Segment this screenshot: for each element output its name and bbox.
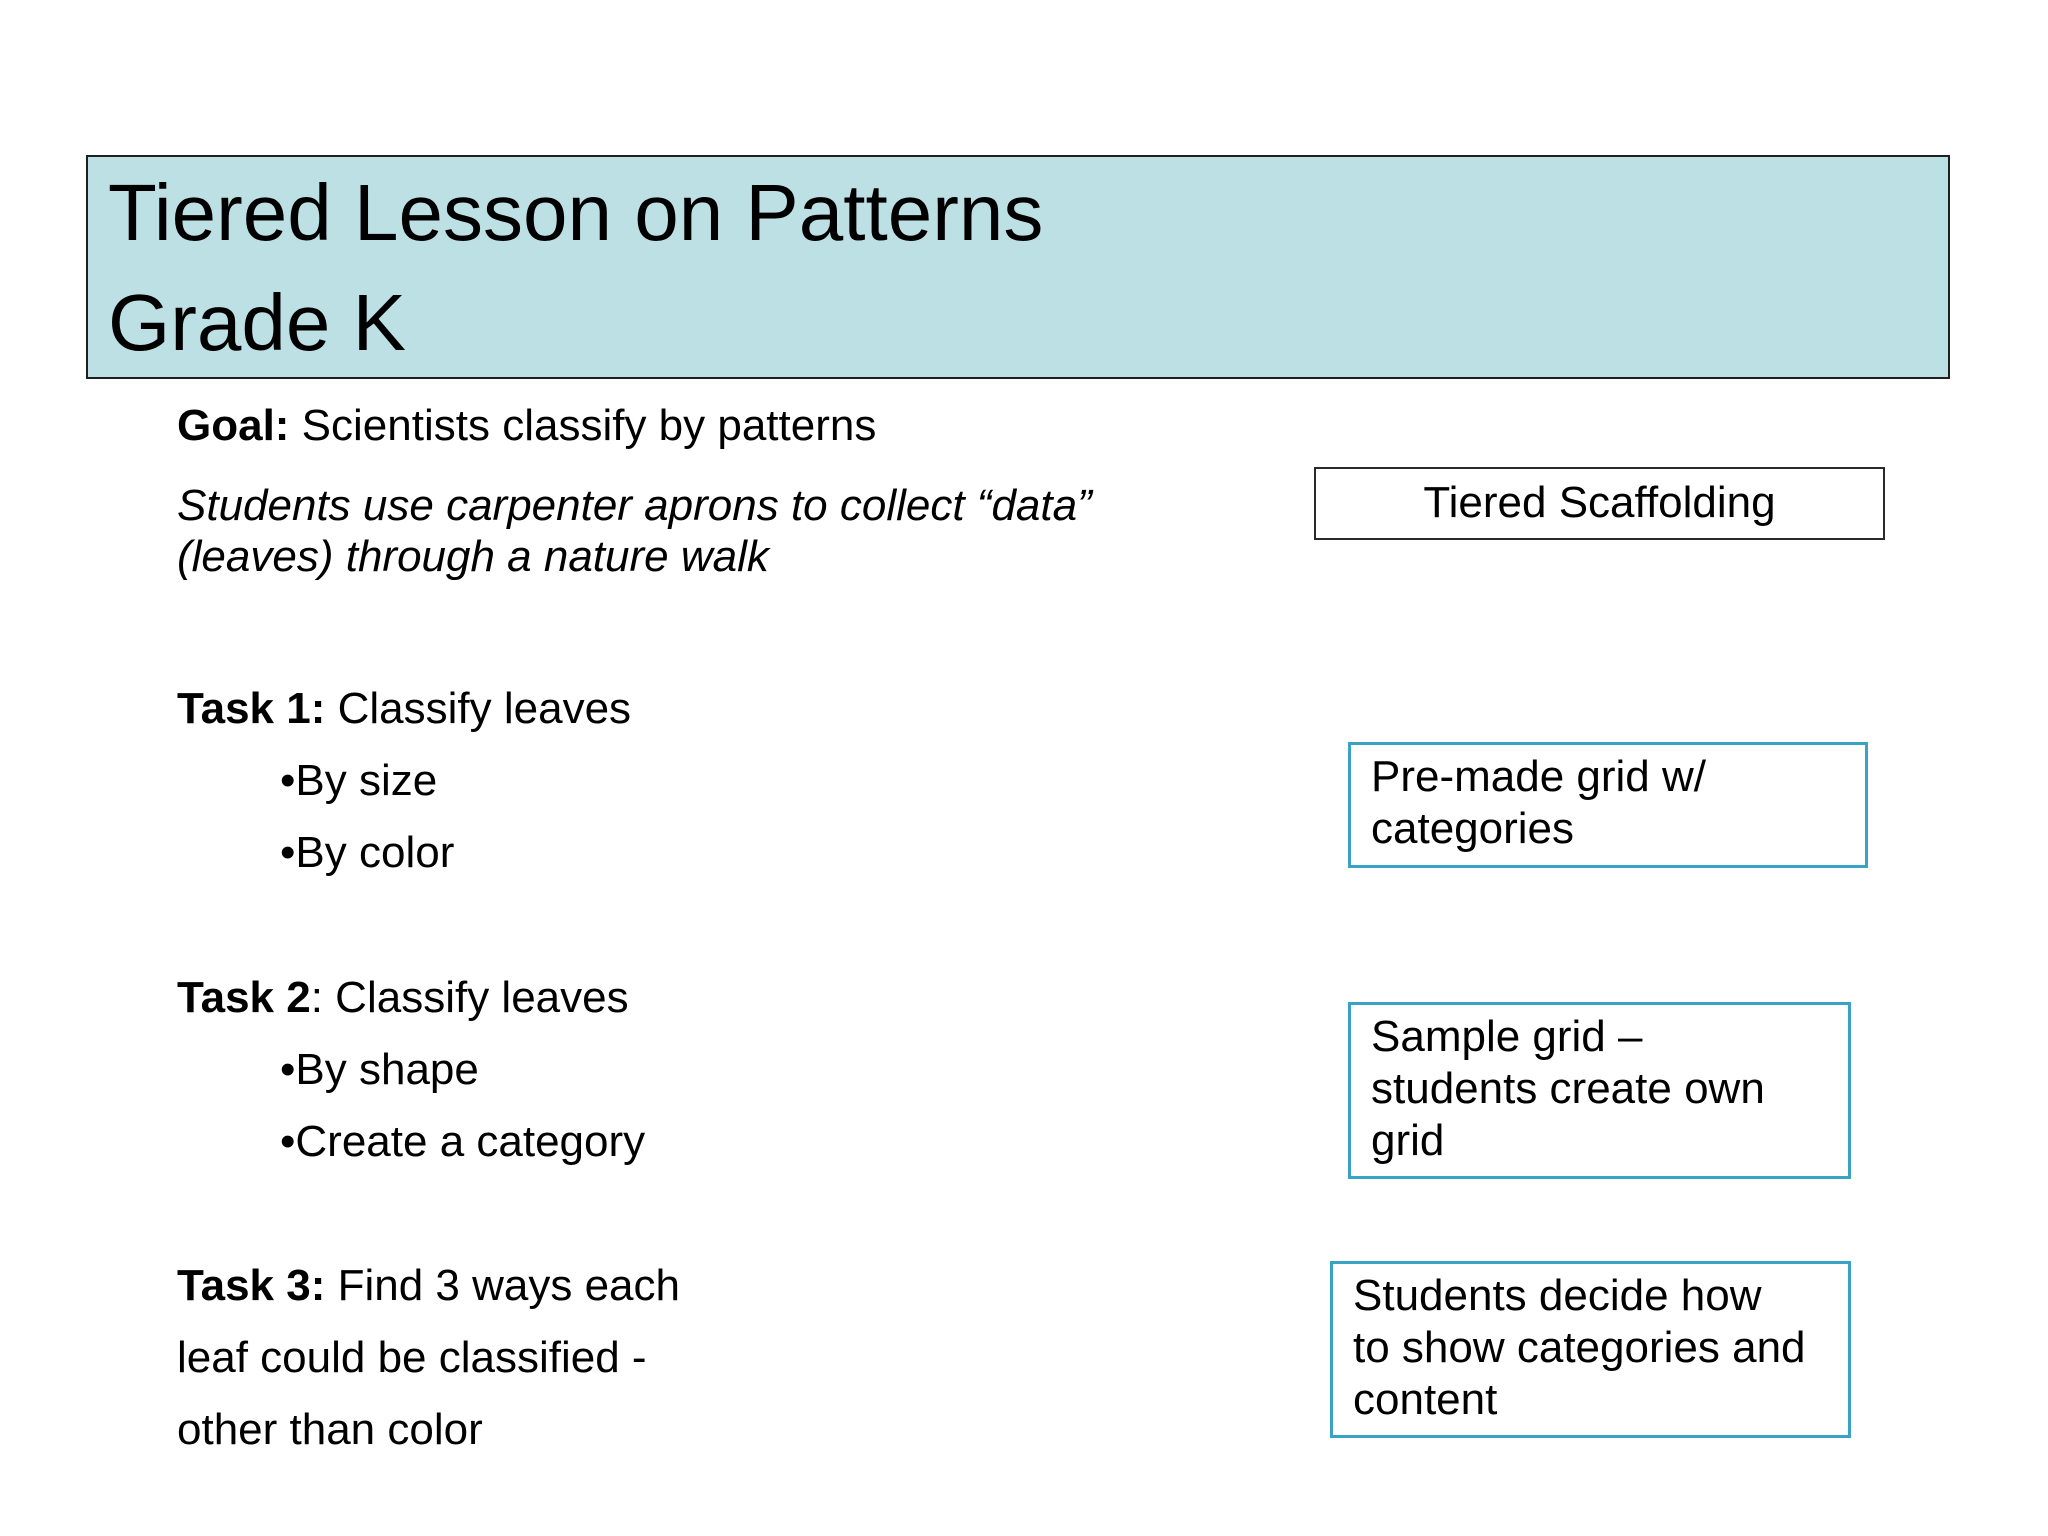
task-2-label: Task 2 (177, 973, 311, 1022)
scaffolding-heading (1314, 467, 1885, 540)
task-1-heading (177, 683, 631, 735)
scaffold-box-line: Pre-made grid w/ (1371, 752, 1707, 801)
scaffold-box-line: students create own (1371, 1064, 1765, 1113)
scaffold-box-line: categories (1371, 804, 1575, 853)
task-1-label: Task 1: (177, 684, 326, 733)
page-title: Tiered Lesson on Patterns (108, 168, 1044, 257)
scaffolding-heading-text: Tiered Scaffolding (1423, 478, 1776, 527)
scaffold-box-3 (1330, 1261, 1851, 1438)
scaffold-box-line: to show categories and (1353, 1323, 1806, 1372)
goal-text: Scientists classify by patterns (289, 401, 877, 450)
task-3-text: Find 3 ways each (325, 1261, 680, 1310)
task-2-bullet: •Create a category (280, 1117, 646, 1166)
task-1-bullet: •By size (280, 756, 438, 805)
activity-line-2: (leaves) through a nature walk (177, 532, 769, 581)
title-banner (86, 155, 1950, 379)
task-2-text: : Classify leaves (310, 973, 629, 1022)
scaffold-box-line: Sample grid – (1371, 1012, 1643, 1061)
task-2-bullet: •By shape (280, 1045, 479, 1094)
task-3-label: Task 3: (177, 1261, 326, 1310)
goal-line (177, 400, 876, 452)
activity-line-1: Students use carpenter aprons to collect “data” (177, 481, 1092, 530)
task-2-heading (177, 972, 629, 1024)
task-1-bullet: •By color (280, 828, 455, 877)
task-3-line: leaf could be classified - (177, 1333, 647, 1382)
scaffold-box-2 (1348, 1002, 1851, 1179)
scaffold-box-1 (1348, 742, 1868, 868)
page-subtitle: Grade K (108, 278, 406, 367)
task-1-text: Classify leaves (325, 684, 632, 733)
scaffold-box-line: grid (1371, 1116, 1445, 1165)
scaffold-box-line: Students decide how (1353, 1271, 1762, 1320)
scaffold-box-line: content (1353, 1375, 1498, 1424)
task-3-heading (177, 1260, 680, 1312)
task-3-line: other than color (177, 1405, 483, 1454)
goal-label: Goal: (177, 401, 290, 450)
